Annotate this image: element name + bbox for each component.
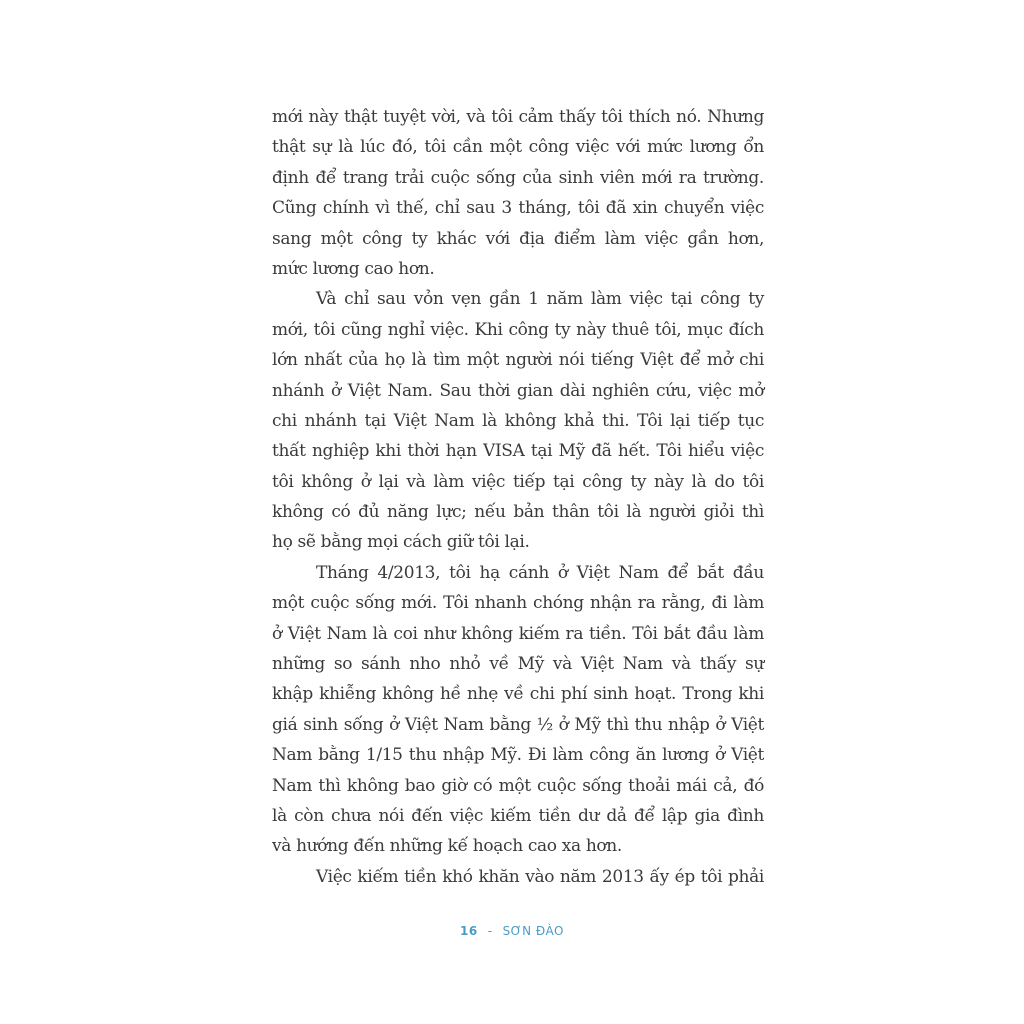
text-line: mới, tôi cũng nghỉ việc. Khi công ty này thuê tôi, mục đích <box>272 319 764 340</box>
text-line: Nam bằng 1/15 thu nhập Mỹ. Đi làm công ăn lương ở Việt <box>272 745 764 766</box>
text-line: thật sự là lúc đó, tôi cần một công việc với mức lương ổn <box>272 137 764 158</box>
text-line: một cuộc sống mới. Tôi nhanh chóng nhận ra rằng, đi làm <box>272 593 764 614</box>
text-line: chi nhánh tại Việt Nam là không khả thi. Tôi lại tiếp tục <box>272 410 764 431</box>
text-line: những so sánh nho nhỏ về Mỹ và Việt Nam và thấy sự <box>272 654 764 675</box>
text-line: là còn chưa nói đến việc kiếm tiền dư dả để lập gia đình <box>272 805 764 826</box>
text-line: không có đủ năng lực; nếu bản thân tôi là người giỏi thì <box>272 502 764 523</box>
text-line: họ sẽ bằng mọi cách giữ tôi lại. <box>272 532 530 553</box>
text-line: thất nghiệp khi thời hạn VISA tại Mỹ đã hết. Tôi hiểu việc <box>272 441 764 462</box>
text-line: mức lương cao hơn. <box>272 258 435 279</box>
text-line: nhánh ở Việt Nam. Sau thời gian dài nghiên cứu, việc mở <box>272 380 764 401</box>
paragraph-start-line: Việc kiếm tiền khó khăn vào năm 2013 ấy ép tôi phải <box>316 866 764 887</box>
text-line: Cũng chính vì thế, chỉ sau 3 tháng, tôi đã xin chuyển việc <box>272 198 764 219</box>
page-number: 16 <box>460 924 478 938</box>
text-line: giá sinh sống ở Việt Nam bằng ½ ở Mỹ thì thu nhập ở Việt <box>272 714 764 735</box>
text-line: sang một công ty khác với địa điểm làm việc gần hơn, <box>272 228 764 249</box>
footer-separator: - <box>487 924 493 938</box>
text-line: tôi không ở lại và làm việc tiếp tại công ty này là do tôi <box>272 471 764 492</box>
body-text <box>272 102 764 892</box>
paragraph-start-line: Tháng 4/2013, tôi hạ cánh ở Việt Nam để bắt đầu <box>316 562 764 583</box>
text-line: lớn nhất của họ là tìm một người nói tiếng Việt để mở chi <box>272 350 764 371</box>
paragraph-start-line: Và chỉ sau vỏn vẹn gần 1 năm làm việc tại công ty <box>316 289 764 310</box>
page-footer <box>0 924 1024 938</box>
author-name: SƠN ĐÀO <box>502 924 564 938</box>
text-line: mới này thật tuyệt vời, và tôi cảm thấy tôi thích nó. Nhưng <box>272 107 764 127</box>
text-line: ở Việt Nam là coi như không kiếm ra tiền. Tôi bắt đầu làm <box>272 623 764 644</box>
text-line: khập khiễng không hề nhẹ về chi phí sinh hoạt. Trong khi <box>272 684 764 705</box>
text-line: Nam thì không bao giờ có một cuộc sống thoải mái cả, đó <box>272 775 764 796</box>
text-line: định để trang trải cuộc sống của sinh viên mới ra trường. <box>272 167 764 188</box>
text-line: và hướng đến những kế hoạch cao xa hơn. <box>272 836 622 857</box>
